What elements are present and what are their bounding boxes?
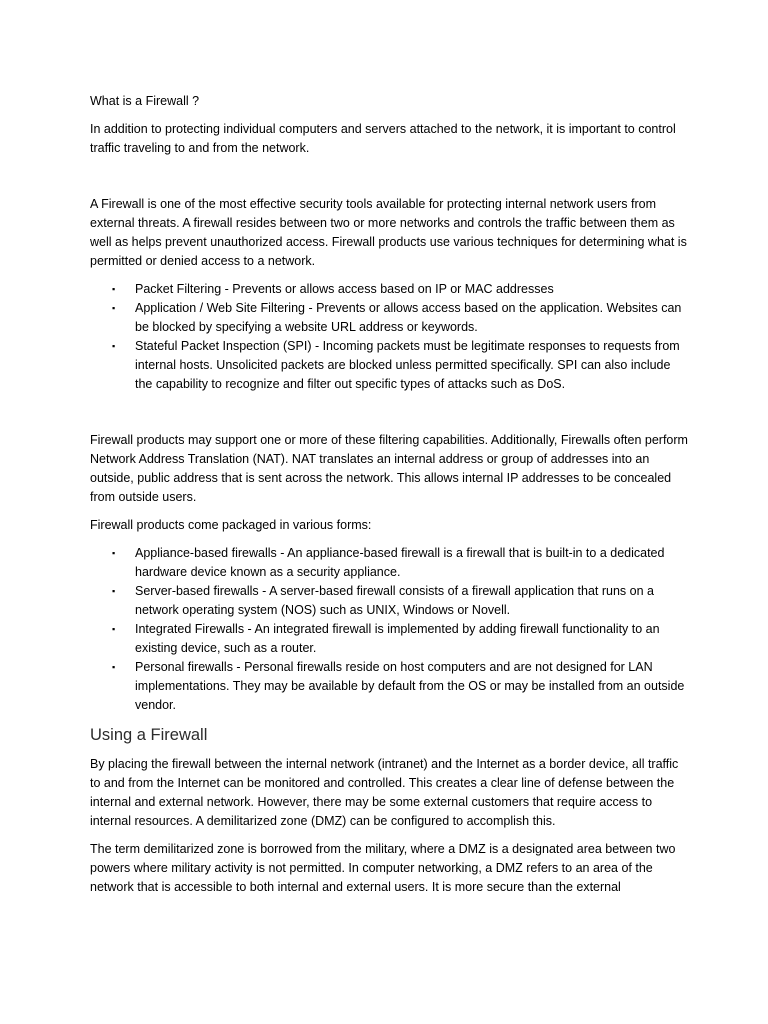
bullet-icon: ▪	[112, 662, 116, 672]
bullet-icon: ▪	[112, 284, 116, 294]
list-item	[90, 337, 690, 394]
document-page	[90, 92, 690, 906]
bullet-icon: ▪	[112, 624, 116, 634]
list-item	[90, 620, 690, 658]
list-item	[90, 299, 690, 337]
list-item-text: Personal firewalls - Personal firewalls reside on host computers and are not designed for LAN implementations. They may be available by default from the OS or may be installed from an outside vendor.	[135, 660, 685, 712]
list-item-text: Stateful Packet Inspection (SPI) - Incoming packets must be legitimate responses to requests from internal hosts. Unsolicited packets are blocked unless permitted specifically. SPI can also include the capability to recognize and filter out specific types of attacks such as DoS.	[135, 339, 680, 391]
intro-paragraph: In addition to protecting individual computers and servers attached to the network, it is important to control traffic traveling to and from the network.	[90, 122, 676, 155]
list-item-text: Integrated Firewalls - An integrated firewall is implemented by adding firewall functionality to an existing device, such as a router.	[135, 622, 660, 655]
nat-paragraph: Firewall products may support one or more of these filtering capabilities. Additionally, Firewalls often perform Network Address Translation (NAT). NAT translates an internal address or group of addresses into an outside, public address that is sent across the network. This allows internal IP addresses to be concealed from outside users.	[90, 433, 688, 504]
forms-intro: Firewall products come packaged in various forms:	[90, 518, 372, 532]
list-item	[90, 280, 690, 299]
section-heading: Using a Firewall	[90, 726, 208, 744]
list-item	[90, 544, 690, 582]
bullet-icon: ▪	[112, 341, 116, 351]
forms-list	[90, 544, 690, 715]
list-item-text: Application / Web Site Filtering - Prevents or allows access based on the application. Websites can be blocked by specifying a website URL address or keywords.	[135, 301, 682, 334]
techniques-list	[90, 280, 690, 394]
dmz-paragraph: The term demilitarized zone is borrowed from the military, where a DMZ is a designated area between two powers where military activity is not permitted. In computer networking, a DMZ refers to an area of the network that is accessible to both internal and external users. It is more secure than the external	[90, 842, 676, 894]
spacer	[90, 403, 690, 431]
using-paragraph: By placing the firewall between the internal network (intranet) and the Internet as a border device, all traffic to and from the Internet can be monitored and controlled. This creates a clear line of defense between the internal and external network. However, there may be some external customers that require access to internal resources. A demilitarized zone (DMZ) can be configured to accomplish this.	[90, 757, 679, 828]
list-item-text: Packet Filtering - Prevents or allows access based on IP or MAC addresses	[135, 282, 554, 296]
bullet-icon: ▪	[112, 586, 116, 596]
list-item-text: Appliance-based firewalls - An appliance-based firewall is a firewall that is built-in to a dedicated hardware device known as a security appliance.	[135, 546, 665, 579]
list-item-text: Server-based firewalls - A server-based firewall consists of a firewall application that runs on a network operating system (NOS) such as UNIX, Windows or Novell.	[135, 584, 654, 617]
spacer	[90, 167, 690, 195]
document-title: What is a Firewall ?	[90, 94, 200, 108]
bullet-icon: ▪	[112, 303, 116, 313]
bullet-icon: ▪	[112, 548, 116, 558]
list-item	[90, 582, 690, 620]
list-item	[90, 658, 690, 715]
definition-paragraph: A Firewall is one of the most effective security tools available for protecting internal network users from external threats. A firewall resides between two or more networks and controls the traffic between them as well as helps prevent unauthorized access. Firewall products use various techniques for determining what is permitted or denied access to a network.	[90, 197, 687, 268]
